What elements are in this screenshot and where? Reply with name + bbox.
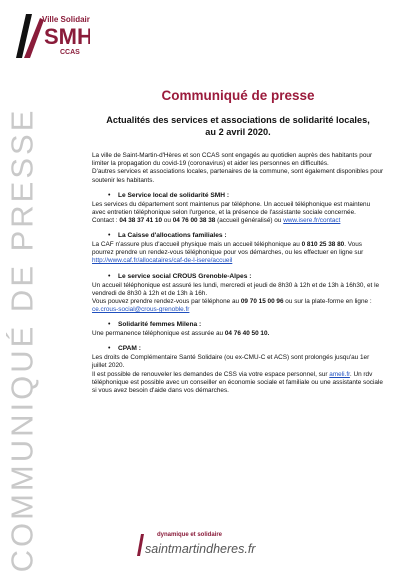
bullet-icon: • (108, 272, 111, 280)
phone-number: 04 76 00 38 38 (172, 217, 216, 225)
section-caf (92, 232, 384, 265)
footer-tagline-line1: dynamique et solidaire (157, 532, 223, 538)
section-body (92, 282, 384, 314)
section-body (92, 241, 384, 265)
section-text: Les droits de Complémentaire Santé Solidaire (ou ex-CMU-C et ACS) sont prolongés jusqu'au 1er juillet 2020. (92, 354, 370, 370)
phone-number: 0 810 25 38 80 (301, 241, 345, 249)
section-milena (92, 321, 384, 338)
svg-text:SMH (44, 24, 90, 49)
section-text: Il est possible de renouveler les demandes de CSS via votre espace personnel, sur (92, 370, 330, 378)
section-heading: La Caisse d'allocations familiales : (118, 232, 227, 240)
section-text: La CAF n'assure plus d'accueil physique mais un accueil téléphonique au (92, 241, 302, 249)
phone-number: 04 76 40 50 10. (224, 330, 270, 338)
bullet-icon: • (108, 232, 111, 240)
section-heading: Le service social CROUS Grenoble-Alpes : (118, 272, 252, 280)
subtitle (92, 115, 384, 138)
intro-paragraph-1: La ville de Saint-Martin-d'Hères et son CCAS sont engagés au quotidien auprès des habitants pour limiter la propagation du covid-19 (coronavirus) et aider les personnes en difficultés. (92, 152, 373, 168)
section-text: . Un rdv téléphonique est possible avec un conseiller en économie sociale et familiale ou une assistante sociale si vous avez besoin d'aide dans vos démarches. (92, 370, 383, 394)
section-head (92, 192, 384, 200)
intro (92, 152, 384, 185)
phone-number: 04 38 37 41 10 (119, 217, 163, 225)
section-text: . Vous pourrez prendre un rendez-vous téléphonique pour vos démarches, ou les effectuer en ligne sur (92, 241, 364, 257)
or-text: ou (162, 217, 173, 225)
svg-text:Ville Solidaire (42, 15, 90, 24)
logo-line2: SMH (44, 24, 90, 49)
section-head (92, 345, 384, 353)
phone-number: 09 70 15 00 96 (240, 297, 284, 305)
logo-graphic (10, 8, 90, 66)
section-head (92, 273, 384, 281)
logo-line3: CCAS (60, 49, 80, 56)
caf-link[interactable]: http://www.caf.fr/allocataires/caf-de-l-isere/accueil (92, 257, 233, 265)
section-text: ou sur la plate-forme en ligne : (283, 297, 372, 305)
section-body (92, 354, 384, 394)
footer-tagline (157, 532, 222, 539)
crous-email-link[interactable]: ce.crous-social@crous-grenoble.fr (92, 305, 190, 313)
subtitle-line1: Actualités des services et associations de solidarité locales, (106, 115, 370, 125)
section-heading: Solidarité femmes Milena : (118, 321, 202, 329)
section-text: Une permanence téléphonique est assurée au (92, 330, 225, 338)
contact-prefix: Contact : (92, 217, 120, 225)
intro-paragraph-2: D'autres services et associations locales, partenaires de la commune, sont également disponibles pour soutenir les habitants. (92, 168, 384, 184)
footer-site-name: saintmartindheres.fr (145, 542, 256, 556)
bullet-icon: • (108, 191, 111, 199)
section-cpam (92, 345, 384, 395)
section-heading: Le Service local de solidarité SMH : (118, 191, 230, 199)
section-head (92, 321, 384, 329)
contact-suffix: (accueil généralisé) ou (215, 217, 284, 225)
bullet-icon: • (108, 321, 111, 329)
subtitle-line2: au 2 avril 2020. (205, 126, 271, 137)
logo-line1: Ville Solidaire (42, 15, 90, 24)
section-body (92, 201, 384, 225)
page-title: Communiqué de presse (161, 88, 315, 103)
side-watermark (2, 107, 42, 572)
section-body (92, 330, 384, 338)
ccas-logo (10, 8, 90, 66)
section-smh (92, 192, 384, 225)
section-text: Les services du département sont maintenus par téléphone. Un accueil téléphonique est maintenu avec entretien téléphonique selon l'urgence, et la présence de l'assistante sociale concernée. (92, 200, 371, 216)
isere-contact-link[interactable]: www.isere.fr/contact (283, 217, 341, 225)
press-release-content (92, 82, 384, 395)
section-text: Un accueil téléphonique est assuré les lundi, mercredi et jeudi de 8h30 à 12h et de 13h à 16h30, et le vendredi de 8h30 à 12h et de 13h à 16h. (92, 281, 380, 297)
section-crous (92, 273, 384, 314)
section-text: Vous pouvez prendre rendez-vous par téléphone au (92, 297, 241, 305)
bullet-icon: • (108, 345, 111, 353)
footer-logo (145, 530, 285, 560)
svg-text:CCAS (60, 49, 80, 56)
side-watermark-text: COMMUNIQUÉ DE PRESSE (4, 107, 39, 572)
ameli-link[interactable]: ameli.fr (329, 370, 350, 378)
section-head (92, 232, 384, 240)
footer-mark-icon (135, 532, 145, 558)
section-heading: CPAM : (118, 345, 141, 353)
